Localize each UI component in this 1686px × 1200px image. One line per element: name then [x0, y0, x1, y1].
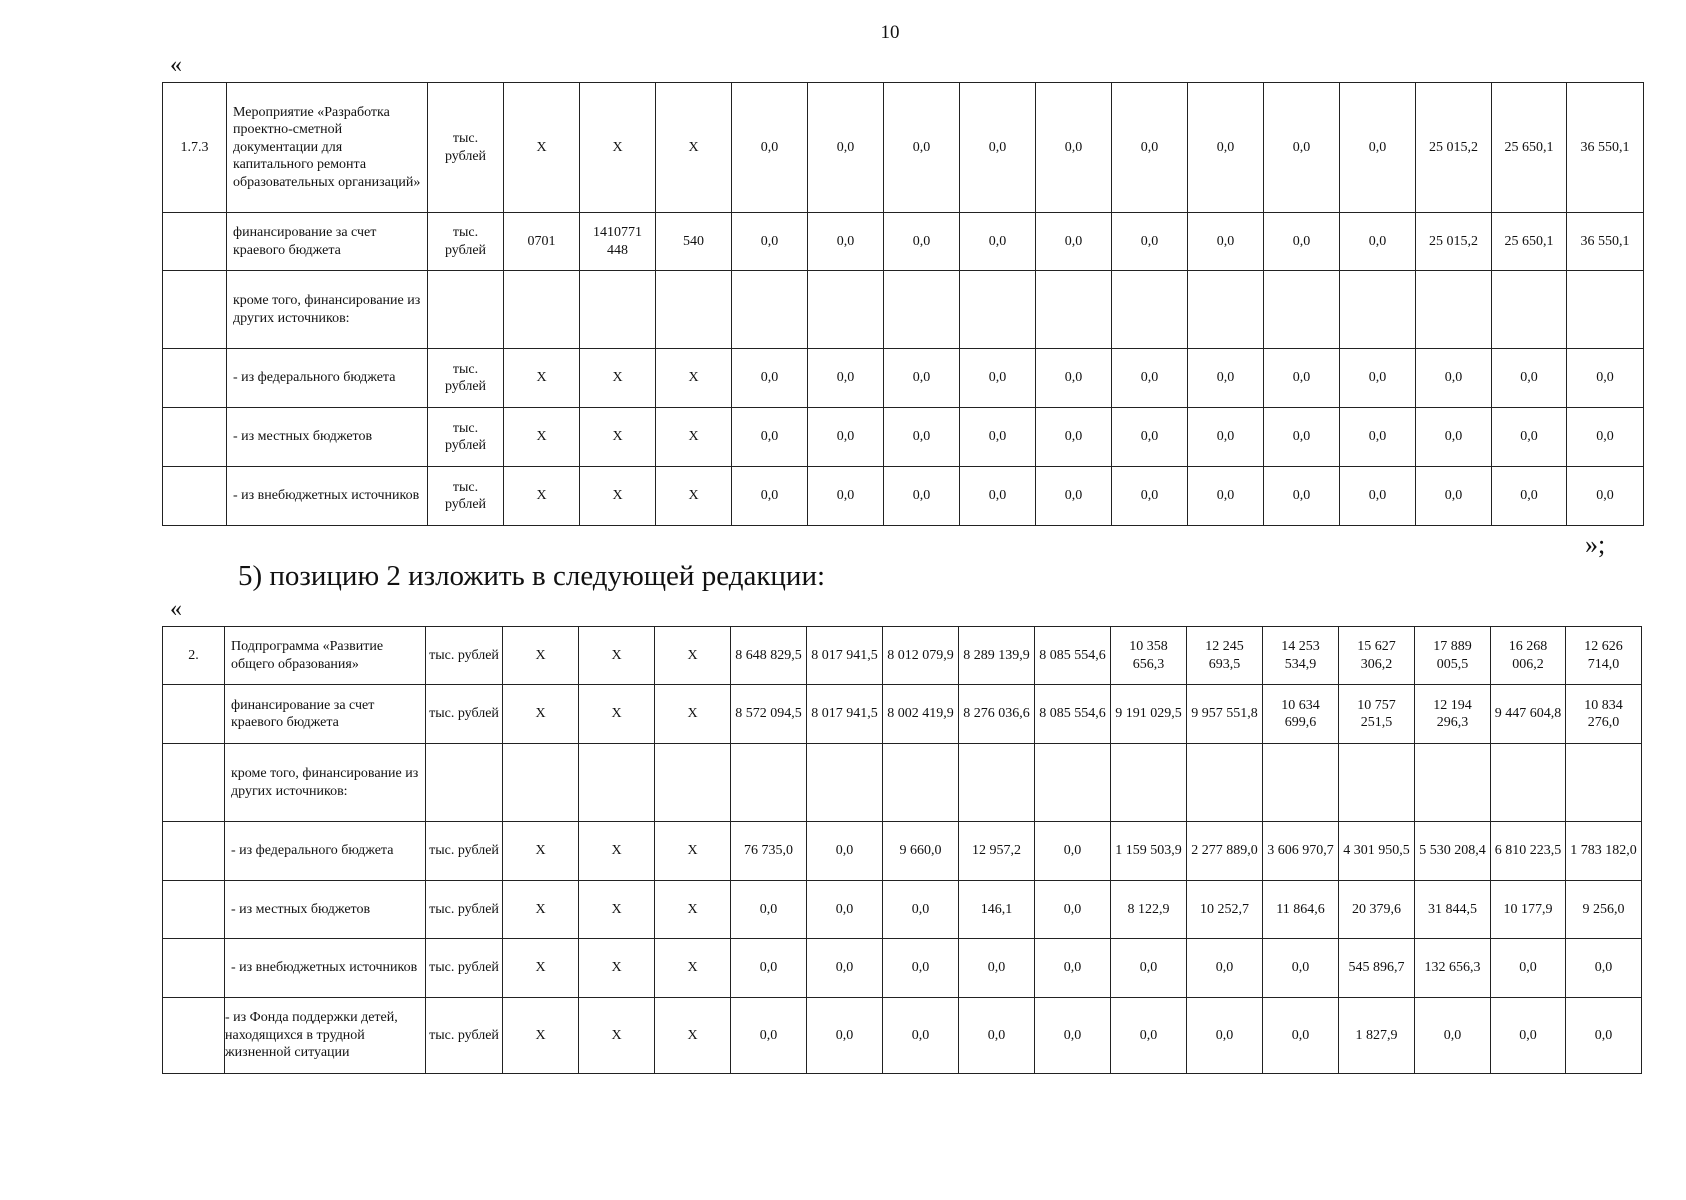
table-cell: 0,0	[1263, 939, 1339, 998]
table-cell: тыс. рублей	[426, 822, 503, 881]
table-cell: 12 957,2	[959, 822, 1035, 881]
table-cell: 545 896,7	[1339, 939, 1415, 998]
table-cell: 0,0	[1340, 349, 1416, 408]
table-cell: 0,0	[1492, 349, 1567, 408]
table-cell: 0,0	[1416, 349, 1492, 408]
table-row	[163, 349, 1644, 408]
closing-quote-mark: »;	[1585, 530, 1606, 559]
table-cell	[579, 744, 655, 822]
table-cell: 0,0	[1263, 998, 1339, 1074]
table-cell: 0,0	[1187, 939, 1263, 998]
table-cell	[503, 744, 579, 822]
table-cell: 0,0	[807, 881, 883, 939]
table-cell: - из федерального бюджета	[225, 822, 426, 881]
table-cell	[1492, 271, 1567, 349]
table-cell: 0,0	[960, 408, 1036, 467]
table-row	[163, 881, 1642, 939]
table-cell: тыс. рублей	[428, 408, 504, 467]
table-cell: 10 177,9	[1491, 881, 1566, 939]
table-cell: 0,0	[1111, 998, 1187, 1074]
table-cell: 540	[656, 213, 732, 271]
table-cell	[1036, 271, 1112, 349]
table-cell: 0,0	[884, 467, 960, 526]
table-row	[163, 939, 1642, 998]
table-cell: тыс. рублей	[426, 998, 503, 1074]
table-cell	[959, 744, 1035, 822]
table-cell: 0,0	[808, 467, 884, 526]
table-cell: тыс. рублей	[426, 881, 503, 939]
table-cell: 0,0	[1340, 408, 1416, 467]
table-cell: 36 550,1	[1567, 213, 1644, 271]
table-cell	[1264, 271, 1340, 349]
table-cell: 0,0	[808, 213, 884, 271]
table-cell: X	[580, 83, 656, 213]
table-cell: 0,0	[1492, 467, 1567, 526]
table-cell: X	[503, 627, 579, 685]
table-cell: 10 757 251,5	[1339, 685, 1415, 744]
table-cell: 0,0	[1492, 408, 1567, 467]
table-cell: X	[579, 939, 655, 998]
table-cell: 0,0	[1188, 83, 1264, 213]
table-cell	[1035, 744, 1111, 822]
table-cell: 0,0	[807, 939, 883, 998]
table-cell: 0,0	[884, 408, 960, 467]
table-cell: X	[656, 467, 732, 526]
table-cell: 0,0	[1188, 349, 1264, 408]
table-cell: 8 122,9	[1111, 881, 1187, 939]
table-cell: 0,0	[1566, 939, 1642, 998]
table-cell	[1339, 744, 1415, 822]
table-cell: - из Фонда поддержки детей, находящихся в трудной жизненной ситуации	[225, 998, 426, 1074]
table-cell: X	[503, 822, 579, 881]
table-cell: 0,0	[808, 349, 884, 408]
table-cell: X	[656, 408, 732, 467]
table-cell: 1.7.3	[163, 83, 227, 213]
table-cell: 132 656,3	[1415, 939, 1491, 998]
table-cell: 0,0	[1188, 213, 1264, 271]
table-cell: 0,0	[884, 83, 960, 213]
table-cell	[1112, 271, 1188, 349]
table-cell	[163, 998, 225, 1074]
table-cell	[163, 271, 227, 349]
table-cell: 8 017 941,5	[807, 685, 883, 744]
table-cell: X	[655, 939, 731, 998]
table-cell: 0,0	[883, 881, 959, 939]
table-cell	[656, 271, 732, 349]
table-cell: 0,0	[732, 83, 808, 213]
table-cell: 8 085 554,6	[1035, 627, 1111, 685]
table-cell: X	[579, 685, 655, 744]
table-row	[163, 83, 1644, 213]
table-cell: тыс. рублей	[426, 939, 503, 998]
table-cell: 0,0	[1187, 998, 1263, 1074]
table-cell: X	[655, 627, 731, 685]
table-cell	[426, 744, 503, 822]
table-cell: X	[655, 881, 731, 939]
table-cell: тыс. рублей	[428, 83, 504, 213]
table-cell: 0,0	[1112, 467, 1188, 526]
table-cell: 0,0	[731, 939, 807, 998]
table-cell: 0,0	[1112, 349, 1188, 408]
table-cell: 14 253 534,9	[1263, 627, 1339, 685]
table-cell: X	[655, 822, 731, 881]
table-cell: 0,0	[1036, 213, 1112, 271]
table-cell: 10 834 276,0	[1566, 685, 1642, 744]
table-cell: 16 268 006,2	[1491, 627, 1566, 685]
table-cell: 8 276 036,6	[959, 685, 1035, 744]
table-cell: 3 606 970,7	[1263, 822, 1339, 881]
table-cell: X	[579, 822, 655, 881]
table-cell	[1111, 744, 1187, 822]
table-cell: 0,0	[1188, 408, 1264, 467]
table-cell: X	[503, 939, 579, 998]
table-cell: 0,0	[1264, 408, 1340, 467]
table-cell: 0,0	[808, 408, 884, 467]
table-cell: - из внебюджетных источников	[225, 939, 426, 998]
table-cell: 9 256,0	[1566, 881, 1642, 939]
table-row	[163, 271, 1644, 349]
table-cell: - из местных бюджетов	[227, 408, 428, 467]
table-cell: X	[504, 408, 580, 467]
table-cell: - из федерального бюджета	[227, 349, 428, 408]
table-cell: X	[504, 83, 580, 213]
table-cell: X	[655, 685, 731, 744]
table-cell: 25 650,1	[1492, 83, 1567, 213]
table-cell: Мероприятие «Разработка проектно-сметной документации для капитального ремонта образовательных организаций»	[227, 83, 428, 213]
table-cell	[504, 271, 580, 349]
table-cell: 76 735,0	[731, 822, 807, 881]
table-cell: 0,0	[731, 881, 807, 939]
subprogram-2-table	[162, 626, 1642, 1074]
table-cell: 9 957 551,8	[1187, 685, 1263, 744]
table-cell: 0,0	[1567, 408, 1644, 467]
table-cell: X	[579, 627, 655, 685]
table-cell: тыс. рублей	[428, 213, 504, 271]
table-cell: 0,0	[732, 467, 808, 526]
table-cell: 0,0	[1112, 83, 1188, 213]
table-cell: 2.	[163, 627, 225, 685]
table-cell: тыс. рублей	[428, 467, 504, 526]
table-cell: 0,0	[1036, 408, 1112, 467]
table-cell: 0,0	[1036, 349, 1112, 408]
table-cell	[732, 271, 808, 349]
table-cell: 0,0	[1035, 822, 1111, 881]
instruction-text: 5) позицию 2 изложить в следующей редакции:	[238, 560, 826, 592]
measure-1-7-3-table	[162, 82, 1644, 526]
table-cell: 8 012 079,9	[883, 627, 959, 685]
table-cell: 8 002 419,9	[883, 685, 959, 744]
table-cell: 0,0	[1416, 408, 1492, 467]
table-cell: тыс. рублей	[426, 627, 503, 685]
table-cell: 0,0	[1491, 939, 1566, 998]
table-cell: 31 844,5	[1415, 881, 1491, 939]
table-cell: 0701	[504, 213, 580, 271]
table-row	[163, 408, 1644, 467]
table-cell: 0,0	[1264, 467, 1340, 526]
table-cell: 9 447 604,8	[1491, 685, 1566, 744]
table-cell	[883, 744, 959, 822]
table-cell	[1263, 744, 1339, 822]
table-cell: 4 301 950,5	[1339, 822, 1415, 881]
table-cell: 10 358 656,3	[1111, 627, 1187, 685]
table-cell: 0,0	[1188, 467, 1264, 526]
table-cell: 25 015,2	[1416, 213, 1492, 271]
table-cell	[163, 213, 227, 271]
table-cell: 9 191 029,5	[1111, 685, 1187, 744]
table-cell: 0,0	[1036, 83, 1112, 213]
table-cell	[1340, 271, 1416, 349]
table-cell	[1187, 744, 1263, 822]
table-cell: - из внебюджетных источников	[227, 467, 428, 526]
table-cell	[163, 349, 227, 408]
table-cell: кроме того, финансирование из других источников:	[227, 271, 428, 349]
table-cell: 0,0	[808, 83, 884, 213]
table-cell: 0,0	[1264, 213, 1340, 271]
table-row	[163, 685, 1642, 744]
table-cell	[731, 744, 807, 822]
table-cell	[163, 408, 227, 467]
table-cell: 0,0	[1415, 998, 1491, 1074]
page-number: 10	[880, 22, 900, 43]
table-cell: 12 194 296,3	[1415, 685, 1491, 744]
table-cell: кроме того, финансирование из других источников:	[225, 744, 426, 822]
table-cell: 0,0	[959, 939, 1035, 998]
table-cell: 8 648 829,5	[731, 627, 807, 685]
table-cell: 0,0	[1264, 349, 1340, 408]
table-cell: 0,0	[1264, 83, 1340, 213]
table-row	[163, 627, 1642, 685]
table-cell: X	[656, 83, 732, 213]
table-cell: 0,0	[883, 939, 959, 998]
table-cell: 0,0	[731, 998, 807, 1074]
table-cell: 0,0	[1567, 349, 1644, 408]
table-row	[163, 744, 1642, 822]
table-cell: 0,0	[1416, 467, 1492, 526]
table-cell: 10 634 699,6	[1263, 685, 1339, 744]
table-cell: 0,0	[1112, 408, 1188, 467]
opening-quote-mark: «	[170, 52, 182, 78]
table-cell: 8 017 941,5	[807, 627, 883, 685]
table-cell: 0,0	[1112, 213, 1188, 271]
table-cell: финансирование за счет краевого бюджета	[225, 685, 426, 744]
table-cell: - из местных бюджетов	[225, 881, 426, 939]
table-cell	[163, 467, 227, 526]
table-cell: 11 864,6	[1263, 881, 1339, 939]
table-cell: 0,0	[807, 822, 883, 881]
table-cell: 20 379,6	[1339, 881, 1415, 939]
table-cell: 0,0	[1340, 467, 1416, 526]
table-cell: финансирование за счет краевого бюджета	[227, 213, 428, 271]
table-cell: X	[580, 467, 656, 526]
table-cell: 0,0	[1340, 83, 1416, 213]
table-cell	[808, 271, 884, 349]
table-cell: 0,0	[1036, 467, 1112, 526]
table-cell: тыс. рублей	[428, 349, 504, 408]
table-cell: 0,0	[960, 83, 1036, 213]
table-cell	[807, 744, 883, 822]
opening-quote-mark-2: «	[170, 596, 182, 622]
table-cell: 0,0	[1566, 998, 1642, 1074]
table-cell: 146,1	[959, 881, 1035, 939]
table-cell: 8 572 094,5	[731, 685, 807, 744]
table-cell	[884, 271, 960, 349]
table-cell	[163, 939, 225, 998]
table-cell: 0,0	[884, 213, 960, 271]
table-cell: X	[579, 998, 655, 1074]
table-cell: 12 245 693,5	[1187, 627, 1263, 685]
table-cell: 6 810 223,5	[1491, 822, 1566, 881]
table-cell	[1491, 744, 1566, 822]
table-cell: X	[503, 998, 579, 1074]
table-cell: 10 252,7	[1187, 881, 1263, 939]
table-cell: 0,0	[960, 349, 1036, 408]
table-cell: 0,0	[1035, 881, 1111, 939]
table-cell	[1567, 271, 1644, 349]
table-cell: X	[504, 467, 580, 526]
table-cell: 25 650,1	[1492, 213, 1567, 271]
table-cell: 8 289 139,9	[959, 627, 1035, 685]
table-cell: 2 277 889,0	[1187, 822, 1263, 881]
table-row	[163, 467, 1644, 526]
table-cell	[163, 822, 225, 881]
table-cell	[655, 744, 731, 822]
table-cell: X	[580, 349, 656, 408]
table-cell: 36 550,1	[1567, 83, 1644, 213]
table-cell: 12 626 714,0	[1566, 627, 1642, 685]
table-cell: 0,0	[732, 408, 808, 467]
table-cell	[163, 685, 225, 744]
table-cell: Подпрограмма «Развитие общего образования»	[225, 627, 426, 685]
table-cell: X	[655, 998, 731, 1074]
table-cell: X	[504, 349, 580, 408]
table-cell: X	[503, 685, 579, 744]
table-cell: 0,0	[960, 467, 1036, 526]
table-cell	[580, 271, 656, 349]
table-cell: тыс. рублей	[426, 685, 503, 744]
table-cell: X	[656, 349, 732, 408]
table-cell	[163, 744, 225, 822]
table-cell	[960, 271, 1036, 349]
table-cell: 9 660,0	[883, 822, 959, 881]
table-cell: 0,0	[732, 213, 808, 271]
table-cell: 1 783 182,0	[1566, 822, 1642, 881]
table-cell: 5 530 208,4	[1415, 822, 1491, 881]
table-cell	[163, 881, 225, 939]
table-cell: 0,0	[732, 349, 808, 408]
table-cell: 0,0	[960, 213, 1036, 271]
table-row	[163, 998, 1642, 1074]
table-cell: 0,0	[883, 998, 959, 1074]
table-cell: 0,0	[1035, 939, 1111, 998]
table-cell	[1416, 271, 1492, 349]
table-cell: X	[503, 881, 579, 939]
table-cell: X	[580, 408, 656, 467]
table-cell: 17 889 005,5	[1415, 627, 1491, 685]
table-cell: 1410771 448	[580, 213, 656, 271]
table-cell: 1 827,9	[1339, 998, 1415, 1074]
table-cell: 25 015,2	[1416, 83, 1492, 213]
table-cell: 0,0	[1340, 213, 1416, 271]
table-cell	[428, 271, 504, 349]
table-cell: 0,0	[807, 998, 883, 1074]
table-cell: 8 085 554,6	[1035, 685, 1111, 744]
table-cell: 0,0	[1035, 998, 1111, 1074]
table-cell: 15 627 306,2	[1339, 627, 1415, 685]
table-cell: 0,0	[884, 349, 960, 408]
table-cell	[1566, 744, 1642, 822]
table-cell: 0,0	[1111, 939, 1187, 998]
table-cell: 0,0	[1567, 467, 1644, 526]
table-cell: 1 159 503,9	[1111, 822, 1187, 881]
table-cell	[1188, 271, 1264, 349]
table-cell	[1415, 744, 1491, 822]
table-row	[163, 822, 1642, 881]
table-cell: X	[579, 881, 655, 939]
table-cell: 0,0	[1491, 998, 1566, 1074]
table-cell: 0,0	[959, 998, 1035, 1074]
table-row	[163, 213, 1644, 271]
